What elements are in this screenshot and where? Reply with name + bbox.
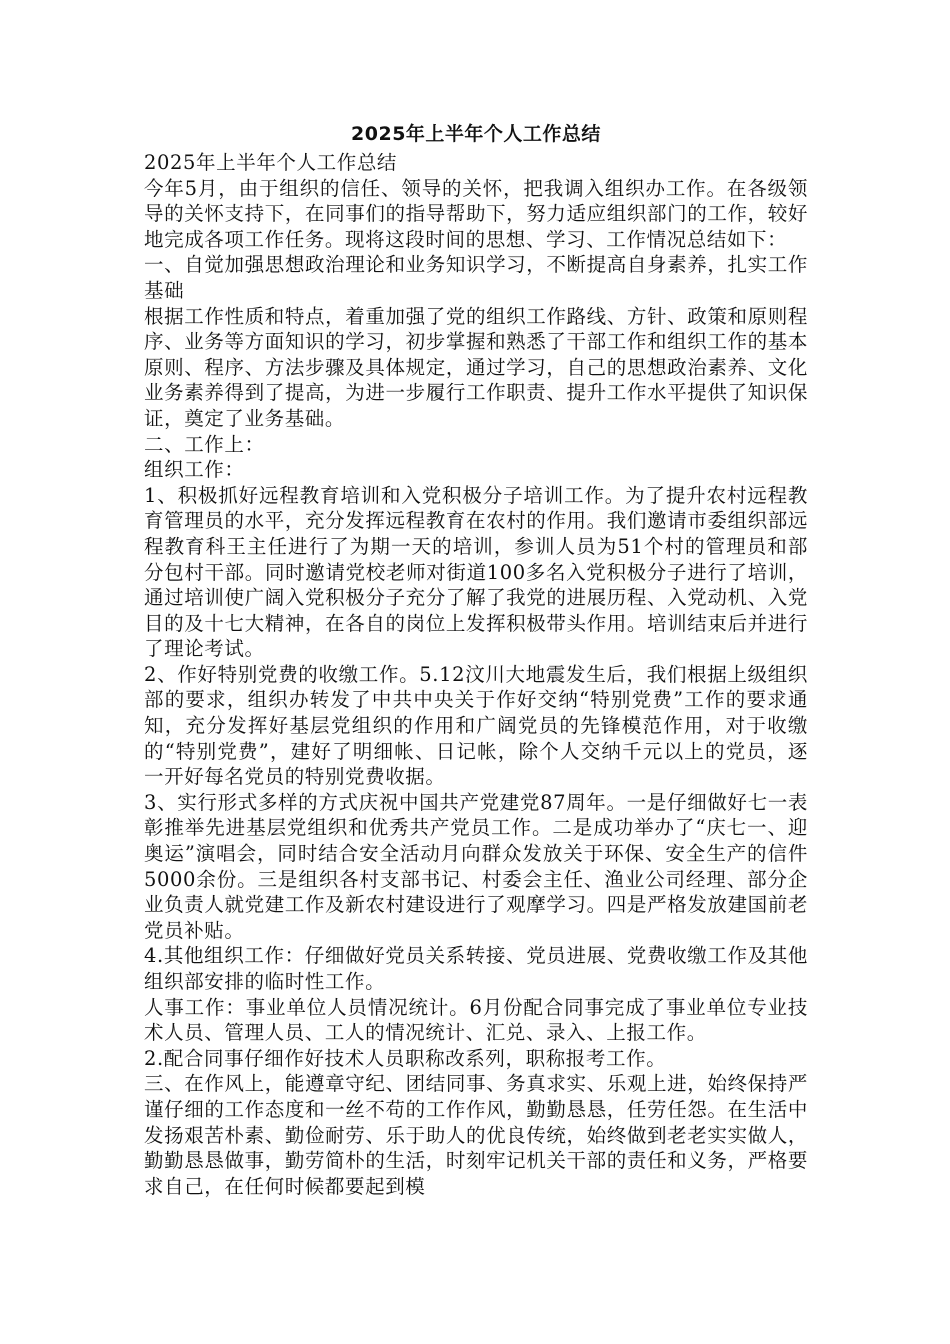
list-item-training: 1、积极抓好远程教育培训和入党积极分子培训工作。为了提升农村远程教育管理员的水平，充分发挥远程教育在农村的作用。我们邀请市委组织部远程教育科王主任进行了为期一天的培训，参训人员为51个村的管理员和部分包村干部。同时邀请党校老师对街道100多名入党积极分子进行了培训，通过培训使广阔入党积极分子充分了解了我党的进展历程、入党动机、入党目的及十七大精神，在各自的岗位上发挥积极带头作用。培训结束后并进行了理论考试。 [144, 483, 808, 661]
section-heading-3: 三、在作风上，能遵章守纪、团结同事、务真求实、乐观上进，始终保持严谨仔细的工作态度和一丝不苟的工作作风，勤勤恳恳，任劳任怨。在生活中发扬艰苦朴素、勤俭耐劳、乐于助人的优良传统，始终做到老老实实做人，勤勤恳恳做事，勤劳简朴的生活，时刻牢记机关干部的责任和义务，严格要求自己，在任何时候都要起到模 [144, 1072, 808, 1198]
list-item-anniversary: 3、实行形式多样的方式庆祝中国共产党建党87周年。一是仔细做好七一表彰推举先进基层党组织和优秀共产党员工作。二是成功举办了“庆七一、迎奥运”演唱会，同时结合安全活动月向群众发放关于环保、安全生产的信件5000余份。三是组织各村支部书记、村委会主任、渔业公司经理、部分企业负责人就党建工作及新农村建设进行了观摩学习。四是严格发放建国前老党员补贴。 [144, 790, 808, 942]
section-heading-2: 二、工作上： [144, 432, 265, 456]
document-title: 2025年上半年个人工作总结 [351, 123, 601, 145]
document-page [144, 120, 808, 1199]
section-heading-1: 一、自觉加强思想政治理论和业务知识学习，不断提高自身素养，扎实工作基础 [144, 253, 808, 302]
list-item-other-work: 4.其他组织工作：仔细做好党员关系转接、党员进展、党费收缴工作及其他组织部安排的临时性工作。 [144, 944, 808, 993]
paragraph-study: 根据工作性质和特点，着重加强了党的组织工作路线、方针、政策和原则程序、业务等方面知识的学习，初步掌握和熟悉了干部工作和组织工作的基本原则、程序、方法步骤及具体规定，通过学习，自己的思想政治素养、文化业务素养得到了提高，为进一步履行工作职责、提升工作水平提供了知识保证，奠定了业务基础。 [144, 304, 808, 430]
list-item-titles: 2.配合同事仔细作好技术人员职称改系列，职称报考工作。 [144, 1046, 667, 1070]
paragraph-personnel-work: 人事工作：事业单位人员情况统计。6月份配合同事完成了事业单位专业技术人员、管理人员、工人的情况统计、汇兑、录入、上报工作。 [144, 995, 808, 1045]
paragraph-subtitle: 2025年上半年个人工作总结 [144, 151, 398, 174]
subheading-organization-work: 组织工作： [144, 458, 245, 482]
list-item-special-dues: 2、作好特别党费的收缴工作。5.12汶川大地震发生后，我们根据上级组织部的要求，组织办转发了中共中央关于作好交纳“特别党费”工作的要求通知，充分发挥好基层党组织的作用和广阔党员的先锋模范作用，对于收缴的“特别党费”，建好了明细帐、日记帐，除个人交纳千元以上的党员，逐一开好每名党员的特别党费收据。 [144, 662, 808, 789]
paragraph-intro: 今年5月，由于组织的信任、领导的关怀，把我调入组织办工作。在各级领导的关怀支持下，在同事们的指导帮助下，努力适应组织部门的工作，较好地完成各项工作任务。现将这段时间的思想、学习、工作情况总结如下： [144, 176, 808, 251]
